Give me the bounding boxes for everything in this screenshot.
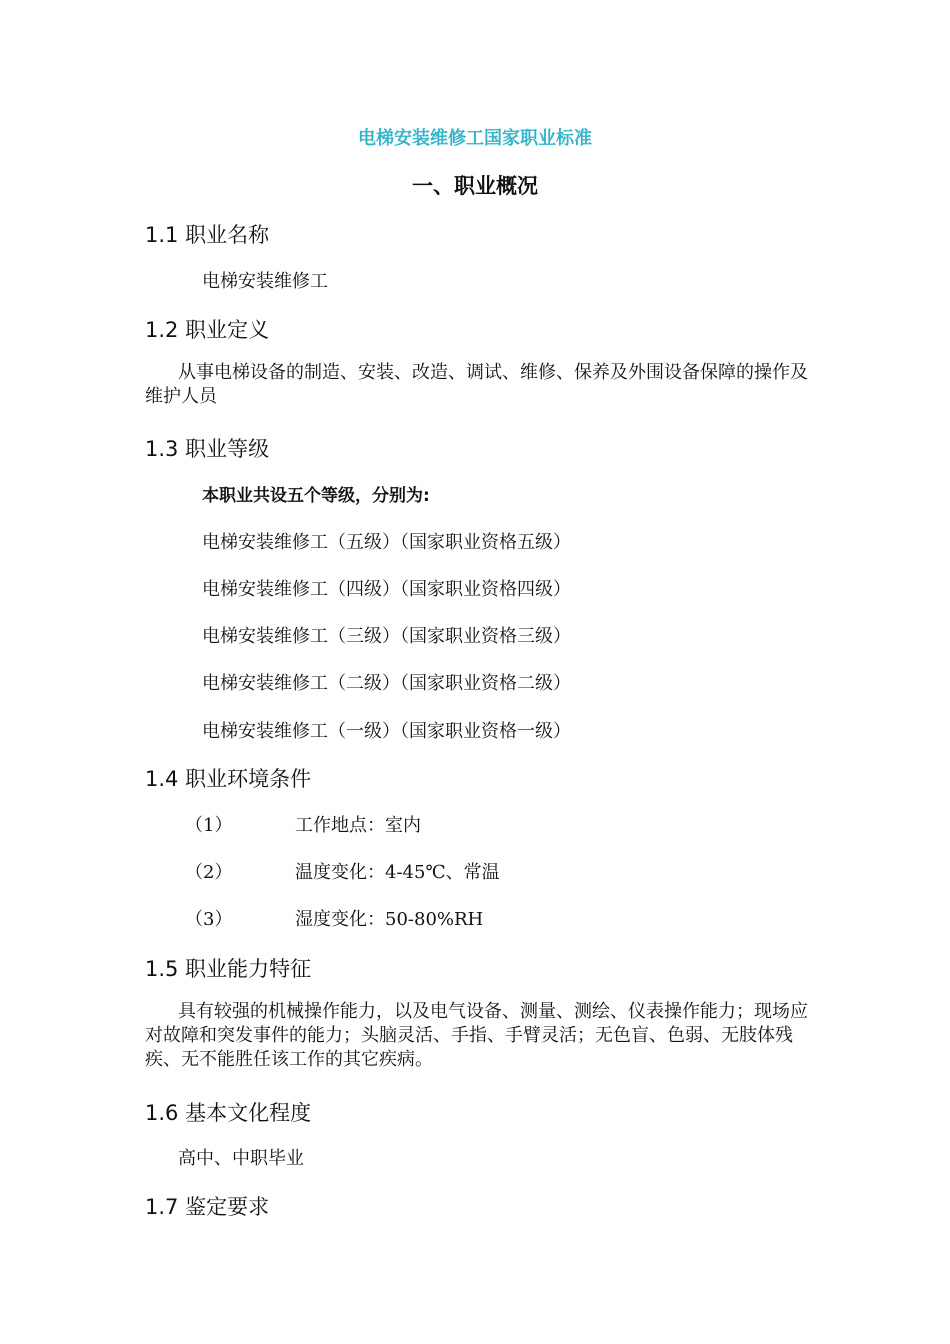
occupation-name: 电梯安装维修工 <box>202 271 328 292</box>
condition-text: 湿度变化：50-80%RH <box>295 909 484 930</box>
section-heading-1-2: 1.2 职业定义 <box>145 318 270 342</box>
level-item: 电梯安装维修工（四级）（国家职业资格四级） <box>202 579 571 600</box>
document-title: 电梯安装维修工国家职业标准 <box>358 128 592 149</box>
condition-text: 温度变化：4-45℃、常温 <box>295 862 500 883</box>
chapter-heading: 一、职业概况 <box>412 174 538 198</box>
section-heading-1-5: 1.5 职业能力特征 <box>145 957 312 981</box>
levels-intro: 本职业共设五个等级，分别为: <box>202 486 430 506</box>
ability-characteristics: 具有较强的机械操作能力，以及电气设备、测量、测绘、仪表操作能力；现场应对故障和突发事件的能力；头脑灵活、手指、手臂灵活；无色盲、色弱、无肢体残疾、无不能胜任该工作的其它疾病。 <box>145 1001 808 1070</box>
section-heading-1-6: 1.6 基本文化程度 <box>145 1101 312 1125</box>
level-item: 电梯安装维修工（一级）（国家职业资格一级） <box>202 721 571 742</box>
section-heading-1-3: 1.3 职业等级 <box>145 437 270 461</box>
level-item: 电梯安装维修工（二级）（国家职业资格二级） <box>202 673 571 694</box>
level-item: 电梯安装维修工（五级）（国家职业资格五级） <box>202 532 571 553</box>
education-level: 高中、中职毕业 <box>178 1148 304 1169</box>
condition-number: （1） <box>185 815 233 836</box>
level-item: 电梯安装维修工（三级）（国家职业资格三级） <box>202 626 571 647</box>
occupation-definition: 从事电梯设备的制造、安装、改造、调试、维修、保养及外围设备保障的操作及维护人员 <box>145 362 808 407</box>
section-heading-1-1: 1.1 职业名称 <box>145 223 270 247</box>
condition-number: （3） <box>185 909 233 930</box>
section-heading-1-4: 1.4 职业环境条件 <box>145 767 312 791</box>
condition-text: 工作地点：室内 <box>295 815 421 836</box>
section-heading-1-7: 1.7 鉴定要求 <box>145 1195 270 1219</box>
condition-number: （2） <box>185 862 233 883</box>
